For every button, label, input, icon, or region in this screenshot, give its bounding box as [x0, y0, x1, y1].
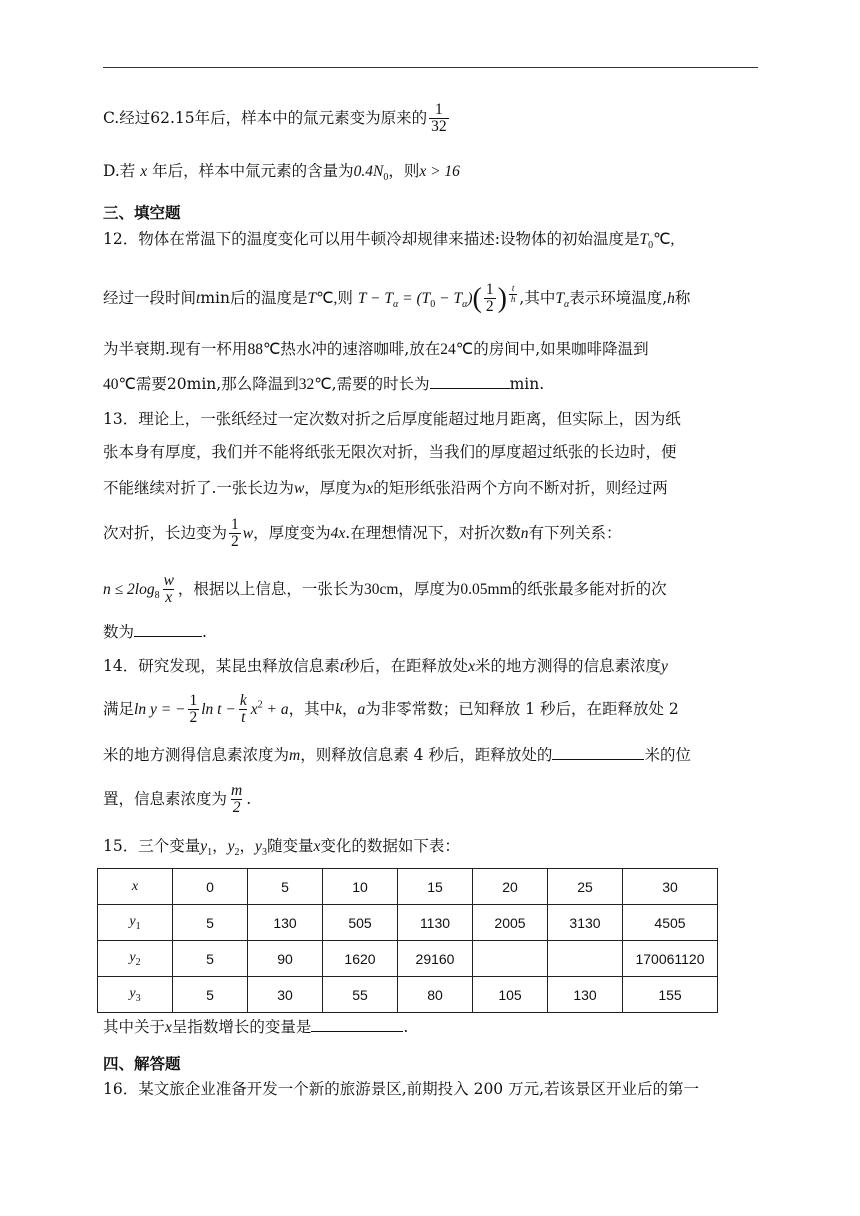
q12-line2: 经过一段时间tmin后的温度是T℃,则 $T - T_\alpha = (T_0 - T_\alpha)$( $\frac{1}{2}$ ) $^{\frac{t}{h}}$ ,其中$T_\alpha$表示环境温度,h称	[103, 281, 691, 316]
table-cell: 29160	[398, 941, 473, 977]
table-row	[98, 941, 718, 977]
q14-line3: 米的地方测得信息素浓度为m，则释放信息素 4 秒后，距释放处的 米的位	[103, 743, 691, 767]
table-row	[98, 977, 718, 1013]
q12-line1: 12．物体在常温下的温度变化可以用牛顿冷却规律来描述:设物体的初始温度是$T_0℃$,	[103, 230, 675, 252]
q16-line1: 16．某文旅企业准备开发一个新的旅游景区,前期投入 200 万元,若该景区开业后的第一	[103, 1080, 700, 1098]
table-cell: 505	[323, 905, 398, 941]
table-cell	[548, 941, 623, 977]
table-cell: 5	[173, 941, 248, 977]
answer-blank[interactable]	[430, 372, 510, 389]
table-cell: 80	[398, 977, 473, 1013]
table-cell: 5	[173, 905, 248, 941]
q15-intro: 15．三个变量$y_1$，$y_2$，$y_3$随变量x变化的数据如下表：	[103, 837, 460, 859]
row-label: $y_3$	[98, 977, 173, 1013]
table-cell: 5	[173, 977, 248, 1013]
q12-line3: 为半衰期.现有一杯用88℃热水冲的速溶咖啡,放在24℃的房间中,如果咖啡降温到	[103, 340, 649, 358]
answer-blank[interactable]	[552, 743, 644, 760]
q14-line1: 14．研究发现，某昆虫释放信息素t秒后，在距释放处x米的地方测得的信息素浓度y	[103, 657, 668, 675]
table-cell: 30	[623, 869, 718, 905]
table-cell: 25	[548, 869, 623, 905]
table-cell: 170061120	[623, 941, 718, 977]
q14-line2: 满足ln y = − $\frac{1}{2}$ ln t − $\frac{k}{t}$ $x^2 + a$，其中k，a为非零常数；已知释放 1 秒后，在距释放处 2	[103, 692, 679, 727]
table-header-row	[98, 869, 718, 905]
table-cell: x	[98, 869, 173, 905]
answer-blank[interactable]	[134, 620, 202, 637]
option-d: D.若 x 年后，样本中氚元素的含量为$0.4N_0$，则x > 16	[103, 162, 460, 184]
table-cell: 10	[323, 869, 398, 905]
table-cell: 20	[473, 869, 548, 905]
section-heading-fill-blank: 三、填空题	[103, 204, 181, 222]
table-cell: 4505	[623, 905, 718, 941]
table-cell: 2005	[473, 905, 548, 941]
newton-cooling-formula: $T - T_\alpha = (T_0 - T_\alpha)$( $\frac{1}{2}$ ) $^{\frac{t}{h}}$	[357, 281, 516, 316]
q15-question: 其中关于x呈指数增长的变量是 .	[103, 1015, 408, 1039]
row-label: $y_1$	[98, 905, 173, 941]
option-c: C.经过62.15年后，样本中的氚元素变为原来的 $\frac{1}{32}$	[103, 101, 447, 136]
table-cell: 105	[473, 977, 548, 1013]
table-cell: 155	[623, 977, 718, 1013]
q12-line4: 40℃需要20min,那么降温到32℃,需要的时长为 min.	[103, 372, 544, 396]
table-cell: 90	[248, 941, 323, 977]
table-cell: 5	[248, 869, 323, 905]
table-cell: 0	[173, 869, 248, 905]
table-cell: 130	[248, 905, 323, 941]
table-cell: 3130	[548, 905, 623, 941]
table-cell: 130	[548, 977, 623, 1013]
table-cell	[473, 941, 548, 977]
answer-blank[interactable]	[311, 1015, 403, 1032]
header-rule	[103, 67, 758, 68]
q13-line1: 13．理论上，一张纸经过一定次数对折之后厚度能超过地月距离，但实际上，因为纸	[103, 410, 681, 428]
table-cell: 55	[323, 977, 398, 1013]
table-row	[98, 905, 718, 941]
table-cell: 1620	[323, 941, 398, 977]
data-table	[97, 868, 718, 1013]
q13-line2: 张本身有厚度，我们并不能将纸张无限次对折，当我们的厚度超过纸张的长边时，便	[103, 443, 677, 461]
section-heading-solve: 四、解答题	[103, 1055, 181, 1073]
row-label: $y_2$	[98, 941, 173, 977]
q13-line5: $n \le 2\log_8$ $\frac{w}{x}$ ，根据以上信息，一张长为30cm，厚度为0.05mm的纸张最多能对折的次	[103, 572, 667, 607]
q13-line3: 不能继续对折了.一张长边为w，厚度为x的矩形纸张沿两个方向不断对折，则经过两	[103, 479, 668, 497]
table-cell: 30	[248, 977, 323, 1013]
fraction: $\frac{1}{32}$	[431, 101, 447, 136]
table-cell: 1130	[398, 905, 473, 941]
q14-line4: 置，信息素浓度为 $\frac{m}{2}$ .	[103, 782, 252, 817]
q13-line4: 次对折，长边变为 $\frac{1}{2}$ w，厚度变为4x.在理想情况下，对折次数n有下列关系：	[103, 516, 622, 551]
table-cell: 15	[398, 869, 473, 905]
q13-line6: 数为 .	[103, 620, 207, 643]
